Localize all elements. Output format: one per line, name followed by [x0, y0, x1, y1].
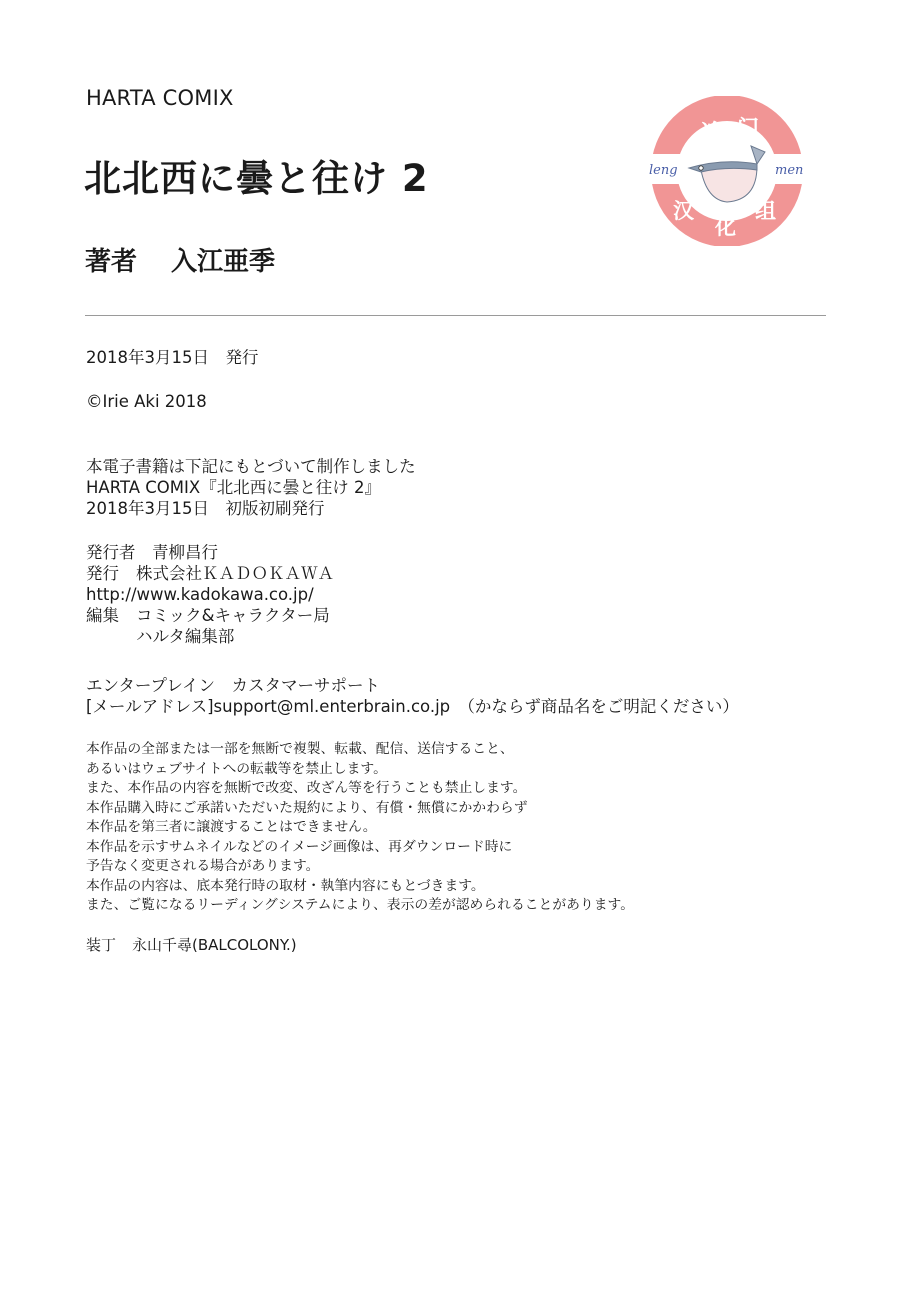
editor-dept: コミック&キャラクター局 — [136, 606, 330, 625]
publisher-label: 発行者 — [86, 543, 136, 562]
svg-text:组: 组 — [755, 199, 776, 223]
book-title: 北北西に曇と往け 2 — [84, 157, 429, 200]
divider — [85, 315, 826, 316]
issuer-label: 発行 — [86, 564, 119, 583]
scanlation-logo — [639, 96, 815, 246]
logo-left-text: leng — [649, 163, 678, 178]
notice-line: 本作品購入時にご承諾いただいた規約により、有償・無償にかかわらず — [86, 799, 528, 816]
logo-right-text: men — [775, 163, 804, 178]
notice-line: あるいはウェブサイトへの転載等を禁止します。 — [86, 760, 387, 777]
svg-text:化: 化 — [715, 215, 736, 239]
legal-notices — [86, 740, 634, 916]
basis-line: 2018年3月15日 初版初刷発行 — [86, 499, 325, 518]
author-name: 入江亜季 — [171, 247, 276, 277]
notice-line: 予告なく変更される場合があります。 — [86, 858, 320, 874]
basis-line: HARTA COMIX『北北西に曇と往け 2』 — [86, 478, 381, 497]
support-title: エンタープレイン カスタマーサポート — [86, 676, 381, 695]
author-line — [85, 241, 275, 278]
issuer-row — [86, 563, 334, 584]
logo-top-text: 冷 — [701, 121, 724, 146]
publication-date: 2018年3月15日 発行 — [86, 348, 259, 367]
staff-credits — [86, 542, 334, 647]
editor-sub-dept: ハルタ編集部 — [136, 627, 235, 646]
notice-line: 本作品の全部または一部を無断で複製、転載、配信、送信すること、 — [86, 741, 514, 757]
support-email[interactable]: [メールアドレス]support@ml.enterbrain.co.jp （かならず商品名をご明記ください） — [86, 697, 739, 716]
url-row — [86, 584, 334, 605]
editor-sub-row — [86, 626, 334, 647]
publisher-row — [86, 542, 334, 563]
svg-text:门: 门 — [737, 117, 760, 142]
notice-line: 本作品を第三者に譲渡することはできません。 — [86, 819, 377, 835]
customer-support — [86, 675, 739, 717]
editor-label: 編集 — [86, 606, 119, 625]
copyright-notice: ©Irie Aki 2018 — [86, 392, 207, 411]
notice-line: また、ご覧になるリーディングシステムにより、表示の差が認められることがあります。 — [86, 897, 635, 913]
imprint-label: HARTA COMIX — [86, 86, 234, 110]
source-edition-info — [86, 456, 416, 519]
notice-line: 本作品の内容は、底本発行時の取材・執筆内容にもとづきます。 — [86, 877, 485, 894]
notice-line: また、本作品の内容を無断で改変、改ざん等を行うことも禁止します。 — [86, 780, 527, 796]
basis-line: 本電子書籍は下記にもとづいて制作しました — [86, 457, 416, 476]
issuer-name: 株式会社ＫＡＤＯＫＡＷＡ — [136, 564, 334, 583]
fish-logo-icon — [639, 96, 815, 246]
svg-text:汉: 汉 — [673, 199, 694, 223]
notice-line: 本作品を示すサムネイルなどのイメージ画像は、再ダウンロード時に — [86, 838, 513, 855]
publisher-url[interactable]: http://www.kadokawa.co.jp/ — [86, 585, 314, 604]
publisher-name: 青柳昌行 — [152, 543, 218, 562]
author-label: 著者 — [85, 247, 138, 277]
editor-row — [86, 605, 334, 626]
design-credit — [86, 934, 297, 955]
design-label: 装丁 — [86, 936, 117, 954]
design-name: 永山千尋(BALCOLONY.) — [132, 936, 297, 954]
